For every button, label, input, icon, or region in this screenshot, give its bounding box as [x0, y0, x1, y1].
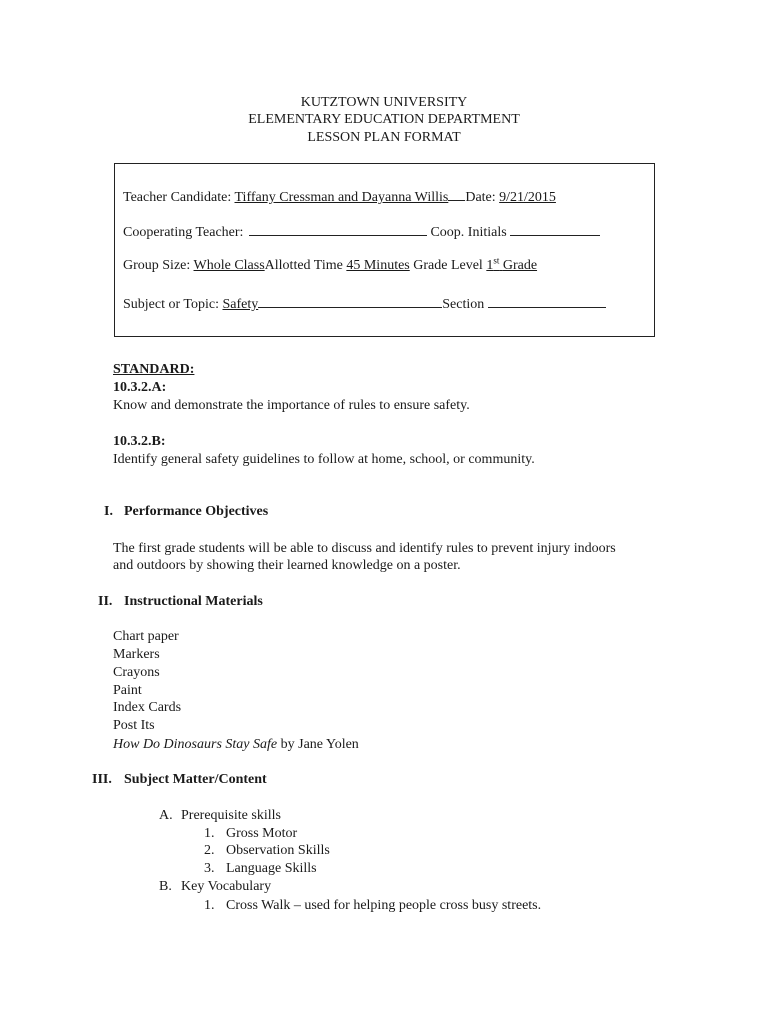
group-row — [123, 255, 538, 274]
date-label: Date: — [465, 190, 496, 205]
list-item: Gross Motor — [226, 826, 298, 841]
material-item: Crayons — [113, 665, 160, 680]
vocab-letter: B. — [159, 879, 172, 894]
standard-a-code: 10.3.2.A: — [113, 380, 167, 395]
section1-line2: and outdoors by showing their learned knowledge on a poster. — [113, 558, 461, 573]
section1-line1: The first grade students will be able to discuss and identify rules to prevent injury indoors — [113, 541, 616, 556]
coop-blank — [249, 222, 427, 236]
standard-b-code: 10.3.2.B: — [113, 434, 166, 449]
standard-heading: STANDARD: — [113, 362, 195, 377]
vocab-label: Key Vocabulary — [181, 879, 272, 894]
grade-word: Grade — [502, 258, 538, 273]
header-format: LESSON PLAN FORMAT — [307, 130, 461, 145]
header-department: ELEMENTARY EDUCATION DEPARTMENT — [248, 112, 520, 127]
book-author: by Jane Yolen — [277, 737, 359, 752]
material-item: Paint — [113, 683, 142, 698]
grade-label: Grade Level — [413, 258, 483, 273]
subject-value: Safety — [222, 297, 259, 312]
coop-row — [123, 222, 600, 241]
teacher-row — [123, 187, 556, 206]
coop-label: Cooperating Teacher: — [123, 225, 244, 240]
teacher-value: Tiffany Cressman and Dayanna Willis — [234, 190, 449, 205]
list-number: 2. — [204, 843, 215, 858]
list-item: Language Skills — [226, 861, 317, 876]
section3-numeral: III. — [92, 772, 112, 787]
section1-title: Performance Objectives — [124, 504, 269, 519]
allotted-label: Allotted Time — [264, 258, 343, 273]
list-number: 1. — [204, 898, 215, 913]
allotted-value: 45 Minutes — [346, 258, 410, 273]
subject-blank — [258, 294, 442, 308]
section-label: Section — [442, 297, 485, 312]
grade-value — [486, 255, 538, 273]
standard-a-text: Know and demonstrate the importance of rules to ensure safety. — [113, 398, 470, 413]
list-item: Cross Walk – used for helping people cross busy streets. — [226, 898, 542, 913]
section-blank — [488, 294, 606, 308]
material-item: Post Its — [113, 718, 155, 733]
list-number: 1. — [204, 826, 215, 841]
header-university: KUTZTOWN UNIVERSITY — [300, 95, 468, 110]
coop-initials-blank — [510, 222, 600, 236]
group-size-label: Group Size: — [123, 258, 191, 273]
material-book — [113, 737, 359, 753]
section2-title: Instructional Materials — [124, 594, 263, 609]
section2-numeral: II. — [98, 594, 113, 609]
book-title: How Do Dinosaurs Stay Safe — [113, 737, 278, 752]
prereq-letter: A. — [159, 808, 173, 823]
list-number: 3. — [204, 861, 215, 876]
group-size-value: Whole Class — [193, 258, 265, 273]
grade-suffix: st — [493, 255, 500, 266]
date-value: 9/21/2015 — [499, 190, 556, 205]
section1-numeral: I. — [104, 504, 113, 519]
prereq-label: Prerequisite skills — [181, 808, 281, 823]
material-item: Markers — [113, 647, 160, 662]
subject-label: Subject or Topic: — [123, 297, 219, 312]
coop-initials-label: Coop. Initials — [430, 225, 507, 240]
material-item: Chart paper — [113, 629, 179, 644]
list-item: Observation Skills — [226, 843, 330, 858]
teacher-label: Teacher Candidate: — [123, 190, 232, 205]
subject-row — [123, 294, 606, 313]
section3-title: Subject Matter/Content — [124, 772, 267, 787]
standard-b-text: Identify general safety guidelines to follow at home, school, or community. — [113, 452, 535, 467]
grade-number: 1 — [486, 258, 494, 273]
teacher-blank — [448, 187, 465, 201]
material-item: Index Cards — [113, 700, 182, 715]
